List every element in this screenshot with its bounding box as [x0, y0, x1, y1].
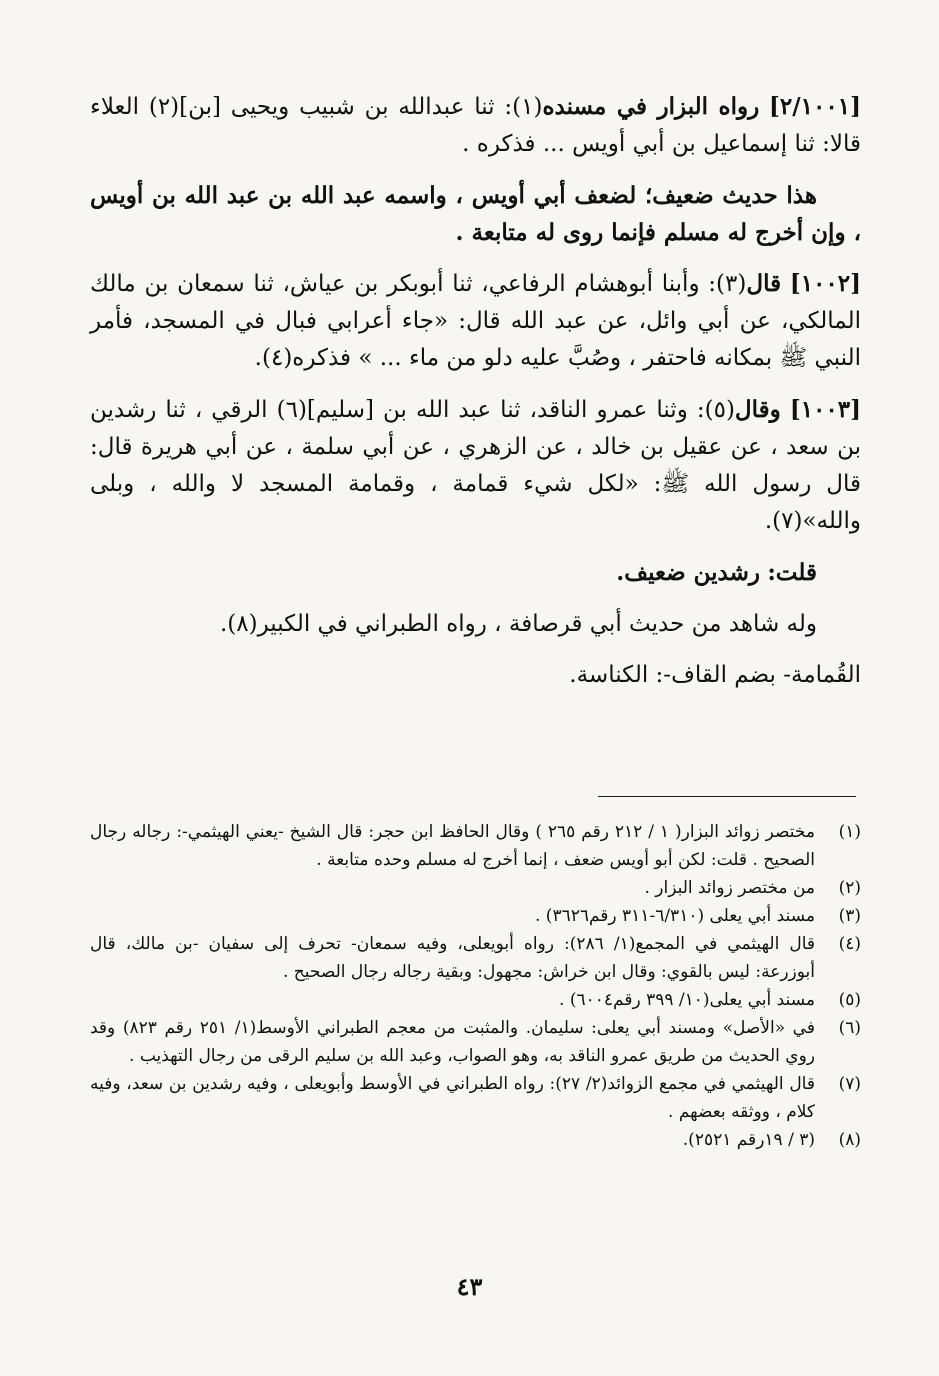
hadith-lead: رواه البزار في مسنده	[542, 93, 760, 120]
footnote	[90, 1070, 861, 1126]
hadith-ref: [١٠٠٣]	[789, 396, 862, 423]
note-paragraph	[90, 554, 861, 592]
footnote	[90, 986, 861, 1014]
hadith-1003	[90, 391, 861, 540]
hadith-text: (٥): وثنا عمرو الناقد، ثنا عبد الله بن [سليم](٦) الرقي ، ثنا رشدين بن سعد ، عن عقيل بن خالد ، عن الزهري ، عن أبي سلمة ، عن أبي هريرة قال: قال رسول الله ﷺ: «لكل شيء قمامة ، وقمامة المسجد لا والله ، وبلى والله»(٧).	[90, 397, 861, 534]
hadith-lead: وقال	[734, 396, 781, 423]
note-text: رشدين ضعيف.	[616, 559, 760, 586]
footnote-number: (٥)	[838, 990, 861, 1010]
footnotes	[90, 818, 861, 1154]
footnote-number: (٤)	[838, 934, 861, 954]
footnote-divider	[598, 796, 856, 797]
footnote-number: (٧)	[838, 1074, 861, 1094]
footnote	[90, 930, 861, 986]
footnote	[90, 818, 861, 874]
page-number: ٤٣	[456, 1272, 483, 1301]
footnote-number: (٦)	[838, 1018, 861, 1038]
footnote-text: قال الهيثمي في مجمع الزوائد(٢/ ٢٧): رواه الطبراني في الأوسط وأبويعلى ، وفيه رشدين بن سعد، وفيه كلام ، ووثقه بعضهم .	[90, 1074, 815, 1122]
commentary-paragraph: هذا حديث ضعيف؛ لضعف أبي أويس ، واسمه عبد الله بن عبد الله بن أويس ، وإن أخرج له مسلم فإنما روى له متابعة .	[90, 182, 861, 246]
footnote-number: (٢)	[838, 878, 861, 898]
footnote-text: (٣ / ١٩رقم ٢٥٢١).	[682, 1130, 815, 1150]
note-lead: قلت:	[767, 559, 817, 586]
hadith-ref: [١٠٠٢]	[789, 270, 862, 297]
hadith-ref: [٢/١٠٠١]	[769, 93, 861, 120]
hadith-lead: قال	[746, 270, 782, 297]
footnote	[90, 874, 861, 902]
footnote-number: (٣)	[838, 906, 861, 926]
hadith-text: (١): ثنا عبدالله بن شبيب ويحيى [بن](٢) العلاء قالا: ثنا إسماعيل بن أبي أويس ... فذكره .	[90, 94, 861, 157]
footnote-text: مختصر زوائد البزار( ١ / ٢١٢ رقم ٢٦٥ ) وقال الحافظ ابن حجر: قال الشيخ -يعني الهيثمي-: رجاله رجال الصحيح . قلت: لكن أبو أويس ضعف ، إنما أخرج له مسلم وحده متابعة .	[90, 822, 815, 870]
footnote	[90, 902, 861, 930]
hadith-1002	[90, 265, 861, 377]
footnote	[90, 1014, 861, 1070]
footnote	[90, 1126, 861, 1154]
hadith-text: (٣): وأبنا أبوهشام الرفاعي، ثنا أبوبكر بن عياش، ثنا سمعان بن مالك المالكي، عن أبي وائل، عن عبد الله قال: «جاء أعرابي فبال في المسجد، فأمر النبي ﷺ بمكانه فاحتفر ، وصُبَّ عليه دلو من ماء ... » فذكره(٤).	[90, 271, 861, 371]
hadith-1001	[90, 88, 861, 163]
main-text	[90, 88, 861, 708]
footnote-text: من مختصر زوائد البزار .	[644, 878, 815, 898]
definition-paragraph: القُمامة- بضم القاف-: الكناسة.	[569, 662, 861, 688]
footnote-number: (١)	[838, 822, 861, 842]
footnote-number: (٨)	[838, 1130, 861, 1150]
footnote-text: في «الأصل» ومسند أبي يعلى: سليمان. والمثبت من معجم الطبراني الأوسط(١/ ٢٥١ رقم ٨٢٣) وقد روي الحديث من طريق عمرو الناقد به، وهو الصواب، وعبد الله بن سليم الرقى من رجال التهذيب .	[90, 1018, 815, 1066]
footnote-text: مسند أبي يعلى(١٠/ ٣٩٩ رقم٦٠٠٤) .	[559, 990, 815, 1010]
footnote-text: مسند أبي يعلى (٦/٣١٠-٣١١ رقم٣٦٢٦) .	[535, 906, 815, 926]
footnote-text: قال الهيثمي في المجمع(١/ ٢٨٦): رواه أبويعلى، وفيه سمعان- تحرف إلى سفيان -بن مالك، قال أبوزرعة: ليس بالقوي: وقال ابن خراش: مجهول: وبقية رجاله رجال الصحيح .	[90, 934, 816, 982]
witness-paragraph: وله شاهد من حديث أبي قرصافة ، رواه الطبراني في الكبير(٨).	[219, 611, 817, 637]
